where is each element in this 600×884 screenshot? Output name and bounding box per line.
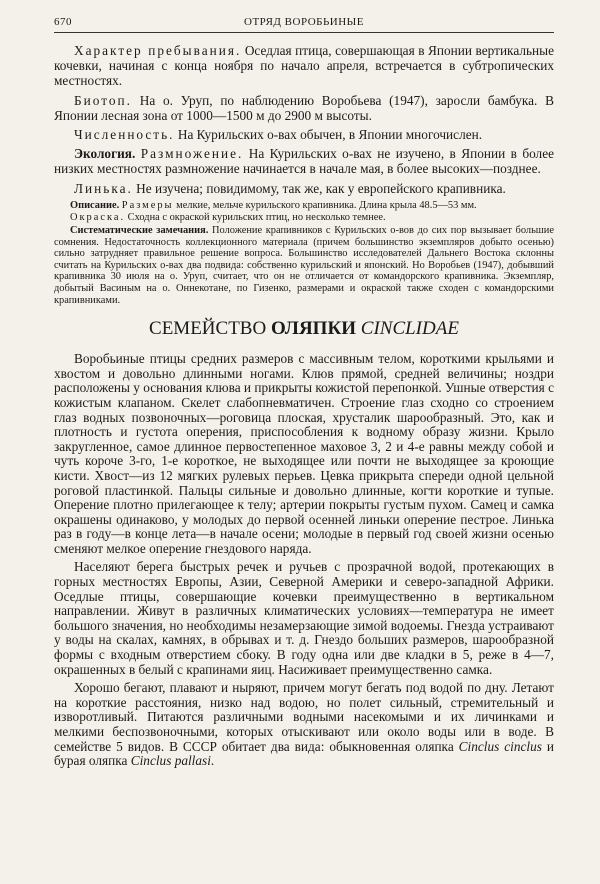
species-name-1: Cinclus cinclus (458, 738, 542, 754)
coloration-note: Окраска. Сходна с окраской курильских птиц, но несколько темнее. (70, 212, 386, 224)
abundance-paragraph: Численность. На Курильских о-вах обычен, в Японии многочислен. (74, 127, 483, 143)
top-section (54, 43, 554, 196)
moult-paragraph: Линька. Не изучена; повидимому, так же, как у европейского крапивника. (74, 180, 506, 196)
systematics-note: Систематические замечания. Положение крапивников с Курильских о-вов до сих пор вызывает большие сомнения. Недостаточность коллекционного материала (причем большинство экземпляров добыто осенью) сильно затрудняет правильное решение вопроса. Большинство исследователей Дальнего Востока склонны считать на Курильских о-вах два подвида: собственно курильский и японский. Но Воробьев (1947), добывший крапивника 30 июля на о. Уруп, считает, что он не отличается от командорского крапивника. Экземпляр, добытый Васиным на о. Оннекотане, по Гизенко, размерами и окраской также сходен с командорскими крапивниками. (54, 225, 554, 306)
description-note: Описание. Размеры мелкие, мельче курильского крапивника. Длина крыла 48.5—53 мм. (70, 199, 477, 211)
running-title: ОТРЯД ВОРОБЬИНЫЕ (244, 16, 364, 28)
species-name-2: Cinclus pallasi (130, 753, 211, 769)
morphology-paragraph: Воробьиные птицы средних размеров с массивным телом, короткими крыльями и хвостом и довольно длинными ногами. Клюв прямой, средней величины; ноздри расположены у основания клюва и прикрыты кожистой перепонкой. Ушные отверстия с кожистым клапаном. Скелет слабопневматичен. Строение глаз сходно со строением глаз водных позвоночных—роговица плоская, хрусталик шарообразный. Это, как и плотность и густота оперения, приспособления к водному образу жизни. Крыло закругленное, самое длинное первостепенное маховое 3, 2 и 4-е равны между собой и чуть короче 3-го, 1-е короткое, не выходящее или почти не выходящее за кроющие кисти. Хвост—из 12 мягких рулевых перьев. Цевка прикрыта спереди одной цельной роговой пластинкой. Пальцы сильные и довольно длинные, когти короткие и тупые. Оперение плотно прилегающее к телу; артерии покрыты густым пухом. Самец и самка окрашены одинаково, у молодых до первой осенней линьки оперение пестрое. Линька раз в году—в конце лета—в начале осени; молодые в первый год своей жизни осенью сменяют мелкое оперение гнездового наряда. (54, 351, 555, 556)
family-section (54, 352, 554, 769)
header-rule (54, 32, 554, 33)
notes-section (54, 200, 554, 306)
behaviour-paragraph: Хорошо бегают, плавают и ныряют, причем могут бегать под водой по дну. Летают на короткие расстояния, низко над водою, но полет сильный, стремительный и изворотливый. Питаются различными водными насекомыми и их личинками и мелкими беспозвоночными, которых отыскивают или около воды или в воде. В семействе 5 видов. В СССР обитает два вида: обыкновенная оляпка Cinclus cinclus и бурая оляпка Cinclus pallasi. (54, 680, 554, 769)
biotope-paragraph: Биотоп. На о. Уруп, по наблюдению Воробьева (1947), заросли бамбука. В Японии лесная зона от 1000—1500 м до 2900 м высоты. (54, 92, 554, 123)
page-header (54, 16, 554, 28)
habitat-paragraph: Населяют берега быстрых речек и ручьев с прозрачной водой, протекающих в горных местностях Европы, Азии, Северной Америки и северо-западной Африки. Оседлые птицы, совершающие кочевки преимущественно в вертикальном направлении. Живут в различных климатических условиях—температура не имеет большого значения, но необходимы незамерзающие зимой водоемы. Гнезда устраивают у воды на скалах, камнях, в обрывах и т. д. Гнездо больших размеров, шарообразной формы с входным отверстием сбоку. В году одна или две кладки в 5, реже в 4—7, окрашенных в белый с крапинами яиц. Насиживает преимущественно самка. (54, 559, 554, 677)
residency-paragraph: Характер пребывания. Оседлая птица, совершающая в Японии вертикальные кочевки, начиная с конца ноября по начало апреля, встречается в субтропических местностях. (54, 43, 554, 89)
ecology-paragraph: Экология. Размножение. На Курильских о-вах не изучено, в Японии в более низких местностях размножение начинается в начале мая, в более высоких—позднее. (54, 146, 554, 177)
page-number: 670 (54, 16, 72, 28)
family-heading: СЕМЕЙСТВО ОЛЯПКИ CINCLIDAE (149, 318, 459, 340)
